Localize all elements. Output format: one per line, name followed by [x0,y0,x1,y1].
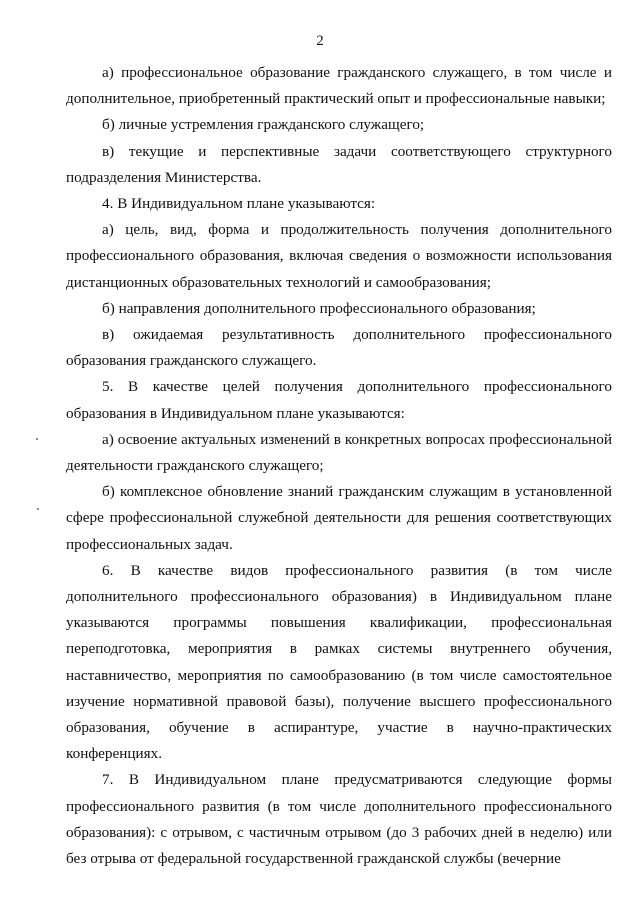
paragraph-1-a: а) профессиональное образование гражданского служащего, в том числе и дополнительное, приобретенный практический опыт и профессиональные навыки; [66,64,612,108]
paragraph-1-b: б) личные устремления гражданского служащего; [102,116,425,134]
paragraph-4-c: в) ожидаемая результативность дополнительного профессионального образования гражданского служащего. [66,326,612,370]
paragraph-5: 5. В качестве целей получения дополнительного профессионального образования в Индивидуальном плане указываются: [66,378,612,422]
scan-mark [36,438,38,440]
paragraph-4-b: б) направления дополнительного профессионального образования; [102,299,536,317]
paragraph-6: 6. В качестве видов профессионального развития (в том числе дополнительного профессионального образования) в Индивидуальном плане указываются программы повышения квалификации, профессиональная переподготовка, мероприятия в рамках системы внутреннего обучения, наставничество, мероприятия по самообразованию (в том числе самостоятельное изучение нормативной правовой базы), получение высшего профессионального образования, обучение в аспирантуре, участие в научно-практических конференциях. [66,561,612,763]
paragraph-4: 4. В Индивидуальном плане указываются: [102,195,376,213]
scan-mark [37,508,39,510]
paragraph-1-c: в) текущие и перспективные задачи соответствующего структурного подразделения Министерства. [66,142,612,186]
page-number: 2 [316,33,324,49]
paragraph-5-b: б) комплексное обновление знаний гражданским служащим в установленной сфере профессиональной служебной деятельности для решения соответствующих профессиональных задач. [66,483,612,553]
paragraph-7: 7. В Индивидуальном плане предусматриваются следующие формы профессионального развития (в том числе дополнительного профессионального образования): с отрывом, с частичным отрывом (до 3 рабочих дней в неделю) или без отрыва от федеральной государственной гражданской службы (вечерние [66,771,612,868]
paragraph-4-a: а) цель, вид, форма и продолжительность получения дополнительного профессионального образования, включая сведения о возможности использования дистанционных образовательных технологий и самообразования; [66,221,612,291]
paragraph-5-a: а) освоение актуальных изменений в конкретных вопросах профессиональной деятельности гражданского служащего; [66,430,612,475]
document-body [66,60,612,872]
